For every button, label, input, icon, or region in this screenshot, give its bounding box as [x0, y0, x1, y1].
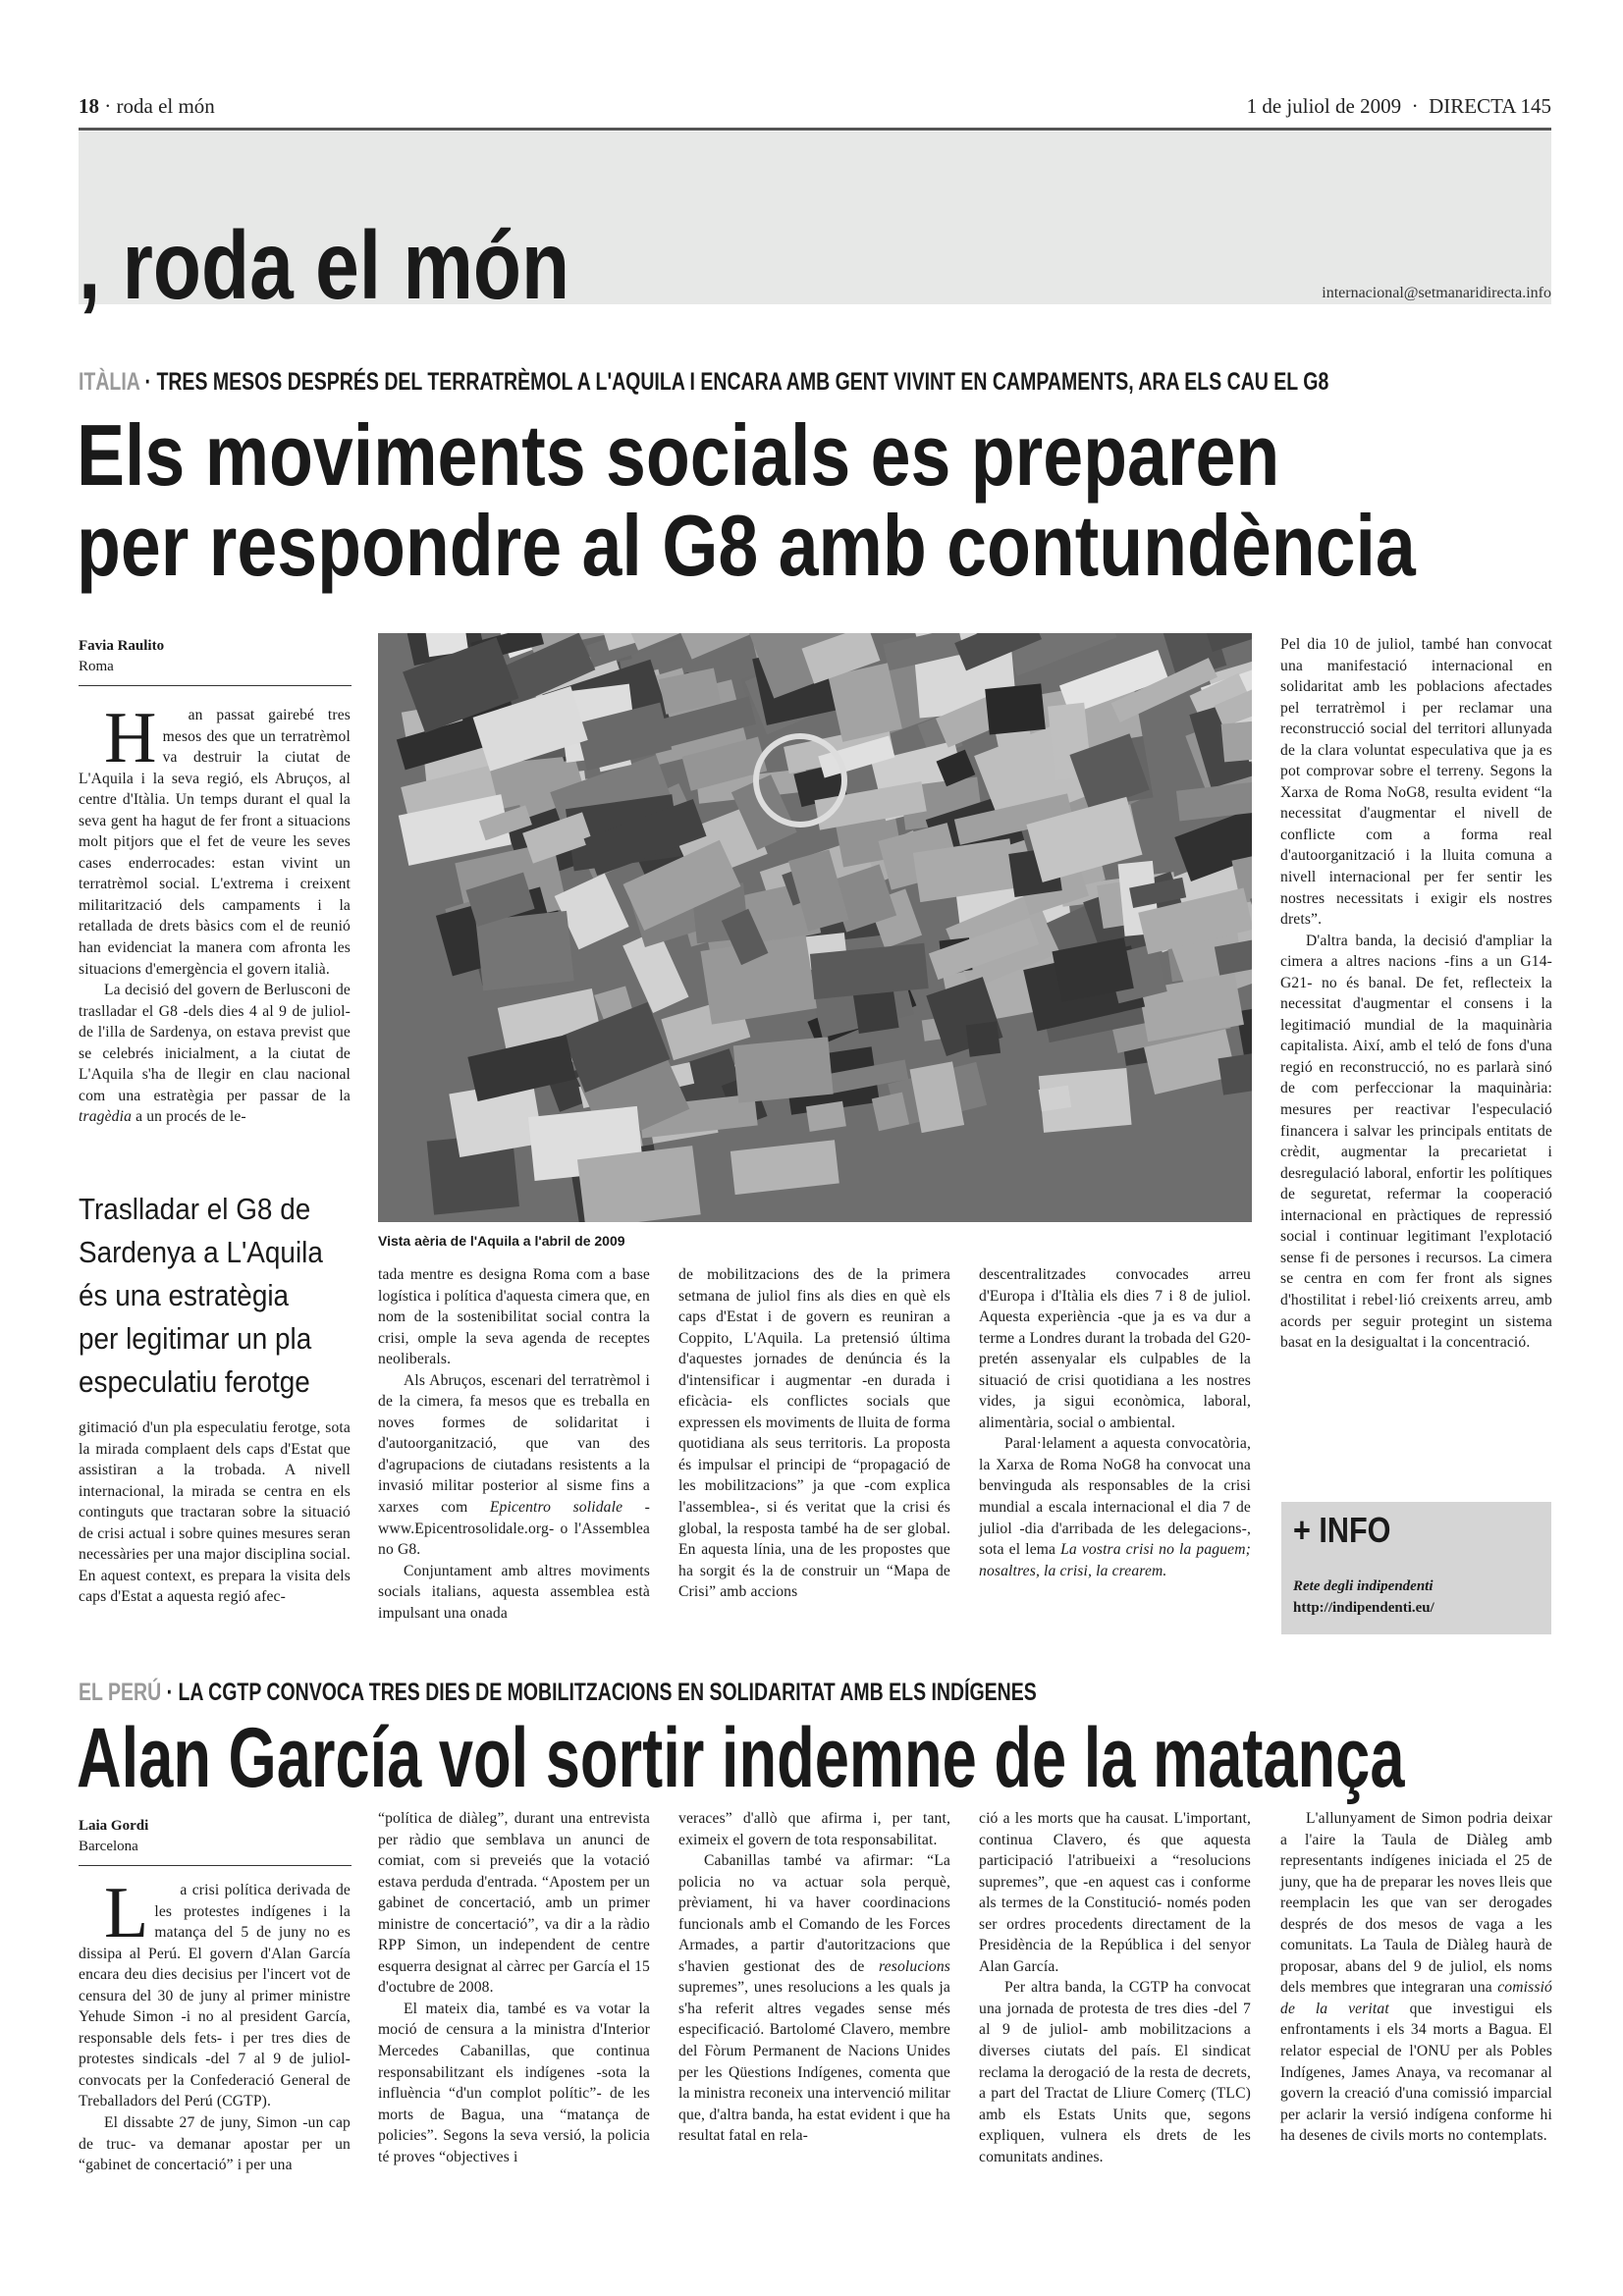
article2-column-4: [979, 1808, 1251, 2167]
paragraph: [378, 1370, 650, 1561]
article1-column-5: [1280, 634, 1552, 1354]
body-text: Cabanillas també va afirmar: “La policia no va actuar sola perquè, prèviament, hi va haver coordinacions funcionals amb el Comando de les Forces Armades, a partir d'autoritzacions que s'havien gestionat des de: [678, 1852, 950, 1975]
body-text: descentralitzades convocades arreu d'Europa i d'Itàlia els dies 7 i 8 de juliol. Aquesta experiència -que ja es va dur a terme a Londres durant la trobada del G20- pretén assenyalar els culpables de la situació de crisi quotidiana a les nostres vides, ja sigui econòmica, laboral, alimentària, social o ambiental.: [979, 1266, 1251, 1431]
article2-column-5: [1280, 1808, 1552, 2147]
body-text: Als Abruços, escenari del terratrèmol i de la cimera, fa mesos que es treballa en noves formes de solidaritat i d'autoorganització, que van des d'agrupacions de ciutadans resistents a la invasió militar posterior al sisme fins a xarxes com: [378, 1371, 650, 1517]
paragraph: [979, 1808, 1251, 1977]
paragraph: [79, 2112, 351, 2176]
info-box-name: Rete degli indipendenti: [1293, 1578, 1434, 1594]
paragraph: [79, 698, 351, 980]
aerial-photo-laquila: [378, 633, 1252, 1222]
page-folio-right: 1 de juliol de 2009 · DIRECTA 145: [1246, 94, 1551, 118]
body-text: Per altra banda, la CGTP ha convocat una jornada de protesta de tres dies -del 7 al 9 de juliol- amb mobilitzacions a diverses ciutats del país. El sindicat reclama la derogació de la resta de decrets, a part del Tractat de Lliure Comerç (TLC) amb els Estats Units que, segons expliquen, vulnera els drets de les comunitats andines.: [979, 1979, 1251, 2165]
article1-column-1: [79, 698, 351, 1128]
building-roof: [985, 683, 1046, 734]
article1-column-3: [678, 1264, 950, 1603]
italic-text: La vostra crisi no la paguem; nosaltres, la crisi, la crearem.: [979, 1541, 1251, 1579]
paragraph: [378, 1264, 650, 1370]
article2-author: Laia Gordi: [79, 1818, 149, 1834]
article2-country: EL PERÚ: [79, 1679, 162, 1706]
body-text: veraces” d'allò que afirma i, per tant, eximeix el govern de tota responsabilitat.: [678, 1810, 950, 1848]
article1-column-4: [979, 1264, 1251, 1581]
paragraph: [378, 1808, 650, 1999]
body-text: a un procés de le-: [132, 1108, 246, 1126]
page-number: 18: [79, 94, 99, 118]
article1-column-1b: [79, 1417, 351, 1608]
body-text: El dissabte 27 de juny, Simon -un cap de truc- va demanar apostar per un “gabinet de concertació” i per una: [79, 2114, 351, 2174]
paragraph: [979, 1264, 1251, 1433]
header-rule: [79, 128, 1551, 131]
issue-date: 1 de juliol de 2009: [1246, 94, 1402, 118]
photo-image: [378, 633, 1252, 1222]
article2-location: Barcelona: [79, 1839, 138, 1854]
photo-caption: Vista aèria de l'Aquila a l'abril de 2009: [378, 1233, 625, 1249]
body-text: de mobilitzacions des de la primera setmana de juliol fins als dies en què els caps d'Estat i de govern es reuniran a Coppito, L'Aquila. La pretensió última d'aquestes jornades de denúncia és la d'intensificar i augmentar -en durada i eficàcia- els conflictes socials que expressen els moviments de lluita de forma quotidiana als seus territoris. La proposta és impulsar el principi de “propagació de les mobilitzacions” ja que -com explica l'assemblea-, si és veritat que la crisi és global, la resposta també ha de ser global. En aquesta línia, una de les propostes que ha sorgit és la de construir un “Mapa de Crisi” amb accions: [678, 1266, 950, 1601]
paragraph: [979, 1977, 1251, 2167]
body-text: La decisió del govern de Berlusconi de traslladar el G8 -dels dies 4 al 9 de juliol- de l'illa de Sardenya, on estava previst que se celebrés inicialment, a la ciutat de L'Aquila s'ha de llegir en clau nacional com una estratègia per passar de la: [79, 982, 351, 1104]
body-text: que investigui els enfrontaments i els 34 morts a Bagua. El relator especial de l'ONU per als Pobles Indígenes, James Anaya, va recomanar al govern la creació d'una comissió imparcial per aclarir la versió indígena conforme hi ha desenes de civils morts no contemplats.: [1280, 2000, 1552, 2145]
info-box-url[interactable]: http://indipendenti.eu/: [1293, 1600, 1434, 1616]
paragraph: [378, 1999, 650, 2167]
body-text: D'altra banda, la decisió d'ampliar la cimera a altres nacions -fins a un G14-G21- no és banal. De fet, reflecteix la necessitat d'augmentar el consens i la legitimació mundial de la maquinària capitalista. Així, amb el teló de fons d'una regió en reconstrucció, no es parlarà sinó de com perfeccionar la maquinària: mesures per reactivar l'especulació financera i salvar les principals entitats de crèdit, augmentar la precarietat i desregulació laboral, enfortir les polítiques de seguretat, refermar la cooperació internacional en pràctiques de repressió social i continuar legitimant l'explotació sense fi de persones i recursos. La cimera se centra en com fer front als signes d'hostilitat i rebel·lió creixents arreu, amb acords per seguir protegint un sistema basat en la desigualtat i la concentració.: [1280, 932, 1552, 1352]
paragraph: [79, 1873, 351, 2112]
article2-column-2: [378, 1808, 650, 2167]
info-box: [1281, 1502, 1551, 1634]
paragraph: [79, 1417, 351, 1608]
body-text: L'allunyament de Simon podria deixar a l'aire la Taula de Diàleg amb representants indígenes iniciada el 25 de juny, que ha de preparar les noves lleis que reemplacin les que van ser derogades després de dos mesos de vaga a les comunitats. La Taula de Diàleg haurà de proposar, abans del 9 de juliol, els noms dels membres que integraran una: [1280, 1810, 1552, 1997]
article1-location: Roma: [79, 659, 114, 674]
building-roof: [475, 911, 573, 990]
building-roof: [1221, 719, 1252, 762]
paragraph: [979, 1433, 1251, 1581]
body-text: La crisi política derivada de les protestes indígenes i la matança del 5 de juny no es dissipa al Perú. El govern d'Alan García encara deu dies decisius per l'incert vot de censura del 30 de juny al primer ministre Yehude Simon -i no al president García, responsable dels fets- i per tres dies de protestes sindicals -del 7 al 9 de juliol- convocats per la Confederació General de Treballadors del Perú (CGTP).: [79, 1873, 351, 2110]
body-text: ció a les morts que ha causat. L'important, continua Clavero, és que aquesta participació l'atribueixi a “resolucions supremes”, que -en aquest cas i conforme als termes de la Constitució- només poden ser ordres procedents directament de la Presidència de la República i del senyor Alan García.: [979, 1810, 1251, 1975]
article2-byline: [79, 1816, 352, 1866]
page-folio-left: 18 · roda el món: [79, 94, 215, 118]
paragraph: [678, 1808, 950, 1850]
article1-headline: [77, 406, 1416, 594]
article2-kicker: EL PERÚ · LA CGTP CONVOCA TRES DIES DE MOBILITZACIONS EN SOLIDARITAT AMB ELS INDÍGENES: [79, 1679, 1037, 1706]
article1-kicker-text: TRES MESOS DESPRÉS DEL TERRATRÈMOL A L'AQUILA I ENCARA AMB GENT VIVINT EN CAMPAMENTS, ARA ELS CAU EL G8: [156, 368, 1329, 396]
body-text: -www.Epicentrosolidale.org- o l'Assemblea no G8.: [378, 1499, 650, 1559]
article1-pullquote: Traslladar el G8 de Sardenya a L'Aquila és una estratègia per legitimar un pla especulatiu ferotge: [79, 1192, 323, 1399]
section-title: , roda el món: [79, 211, 570, 319]
paragraph: [79, 980, 351, 1128]
paragraph: [378, 1561, 650, 1625]
body-text: gitimació d'un pla especulatiu ferotge, sota la mirada complaent dels caps d'Estat que assistiran a la trobada. A nivell internacional, la mirada se centra en els continguts que tractaran sobre la situació de crisi actual i sobre quines mesures seran necessàries per una major disciplina social. En aquest context, es prepara la visita dels caps d'Estat a aquesta regió afec-: [79, 1419, 351, 1606]
italic-text: comissió de la veritat: [1280, 1979, 1552, 2017]
body-text: Conjuntament amb altres moviments socials italians, aquesta assemblea està impulsant una onada: [378, 1562, 650, 1622]
paragraph: [678, 1264, 950, 1603]
italic-text: tragèdia: [79, 1108, 133, 1126]
body-text: tada mentre es designa Roma com a base logística i política d'aquesta cimera que, en nom de la sostenibilitat social contra la crisi, omple la seva agenda de receptes neoliberals.: [378, 1266, 650, 1368]
info-box-title: + INFO: [1293, 1510, 1391, 1550]
body-text: El mateix dia, també es va votar la moció de censura a la ministra d'Interior Mercedes Cabanillas, que continua responsabilitzant els indígenes -sota la influència “d'un complot polític”- de les morts de Bagua, una “matança de policies”. Segons la seva versió, la policia té proves “objectives i: [378, 2000, 650, 2165]
paragraph: [678, 1850, 950, 2147]
article1-headline-line1: Els moviments socials es preparen: [77, 406, 1280, 504]
article1-country: ITÀLIA: [79, 368, 140, 396]
paragraph: [1280, 931, 1552, 1354]
article1-author: Favia Raulito: [79, 638, 165, 654]
section-name: roda el món: [116, 94, 215, 118]
article1-headline-line2: per respondre al G8 amb contundència: [77, 497, 1416, 594]
body-text: Paral·lelament a aquesta convocatòria, la Xarxa de Roma NoG8 ha convocat una benvinguda als responsables de la crisi mundial a escala internacional el dia 7 de juliol -dia d'arribada de les delegacions-, sota el lema: [979, 1435, 1251, 1559]
article2-column-1: [79, 1873, 351, 2176]
article2-headline: Alan García vol sortir indemne de la matança: [77, 1711, 1405, 1805]
body-text: supremes”, unes resolucions a les quals ja s'ha referit altres vegades sense més especificació. Bartolomé Clavero, membre del Fòrum Permanent de Nacions Unides per les Qüestions Indígenes, comenta que la ministra reconeix una intervenció militar que, d'altra banda, ha estat evident i que ha resultat fatal en rela-: [678, 1979, 950, 2145]
paragraph: [1280, 634, 1552, 931]
building-roof: [733, 1037, 834, 1102]
section-email[interactable]: internacional@setmanaridirecta.info: [1322, 285, 1551, 301]
article2-kicker-text: LA CGTP CONVOCA TRES DIES DE MOBILITZACIONS EN SOLIDARITAT AMB ELS INDÍGENES: [178, 1679, 1037, 1706]
article1-column-2: [378, 1264, 650, 1624]
body-text: Pel dia 10 de juliol, també han convocat una manifestació internacional en solidaritat amb les poblacions afectades pel terratrèmol i per reclamar una reconstrucció social del territori allunyada de la clara voluntat especulativa que ja es pot comprovar sobre el terreny. Segons la Xarxa de Roma NoG8, resulta evident “la necessitat d'augmentar el nivell de conflicte com a forma real d'autoorganització i la lluita comuna a nivell internacional per fer sentir les nostres necessitats i exigir els nostres drets”.: [1280, 636, 1552, 929]
body-text: Han passat gairebé tres mesos des que un terratrèmol va destruir la ciutat de L'Aquila i la seva regió, els Abruços, al centre d'Itàlia. Un temps durant el qual la seva gent ha hagut de fer front a situacions molt pitjors que el fet de veure les seves cases enderrocades: estan vivint un terratrèmol social. L'extrema i creixent militarització dels campaments i la retallada de drets bàsics com el de reunió han evidenciat la manera com afronta les situacions d'emergència el govern italià.: [79, 698, 351, 978]
building-roof: [1039, 1086, 1072, 1112]
paragraph: [1280, 1808, 1552, 2147]
article1-kicker: ITÀLIA · TRES MESOS DESPRÉS DEL TERRATRÈMOL A L'AQUILA I ENCARA AMB GENT VIVINT EN CAMPAMENTS, ARA ELS CAU EL G8: [79, 368, 1329, 396]
building-roof: [966, 1021, 1001, 1056]
publication-name: DIRECTA 145: [1429, 94, 1551, 118]
article1-byline: [79, 636, 352, 686]
italic-text: Epicentro solidale: [489, 1499, 623, 1517]
article2-column-3: [678, 1808, 950, 2147]
italic-text: resolucions: [879, 1957, 950, 1975]
body-text: “política de diàleg”, durant una entrevista per ràdio que semblava un anunci de comiat, com si preveiés que la votació estava perduda d'entrada. “Apostem per un gabinet de concertació, amb un primer ministre de concertació”, va dir a la ràdio RPP Simon, un independent de centre esquerra designat al càrrec per García el 15 d'octubre de 2008.: [378, 1810, 650, 1997]
